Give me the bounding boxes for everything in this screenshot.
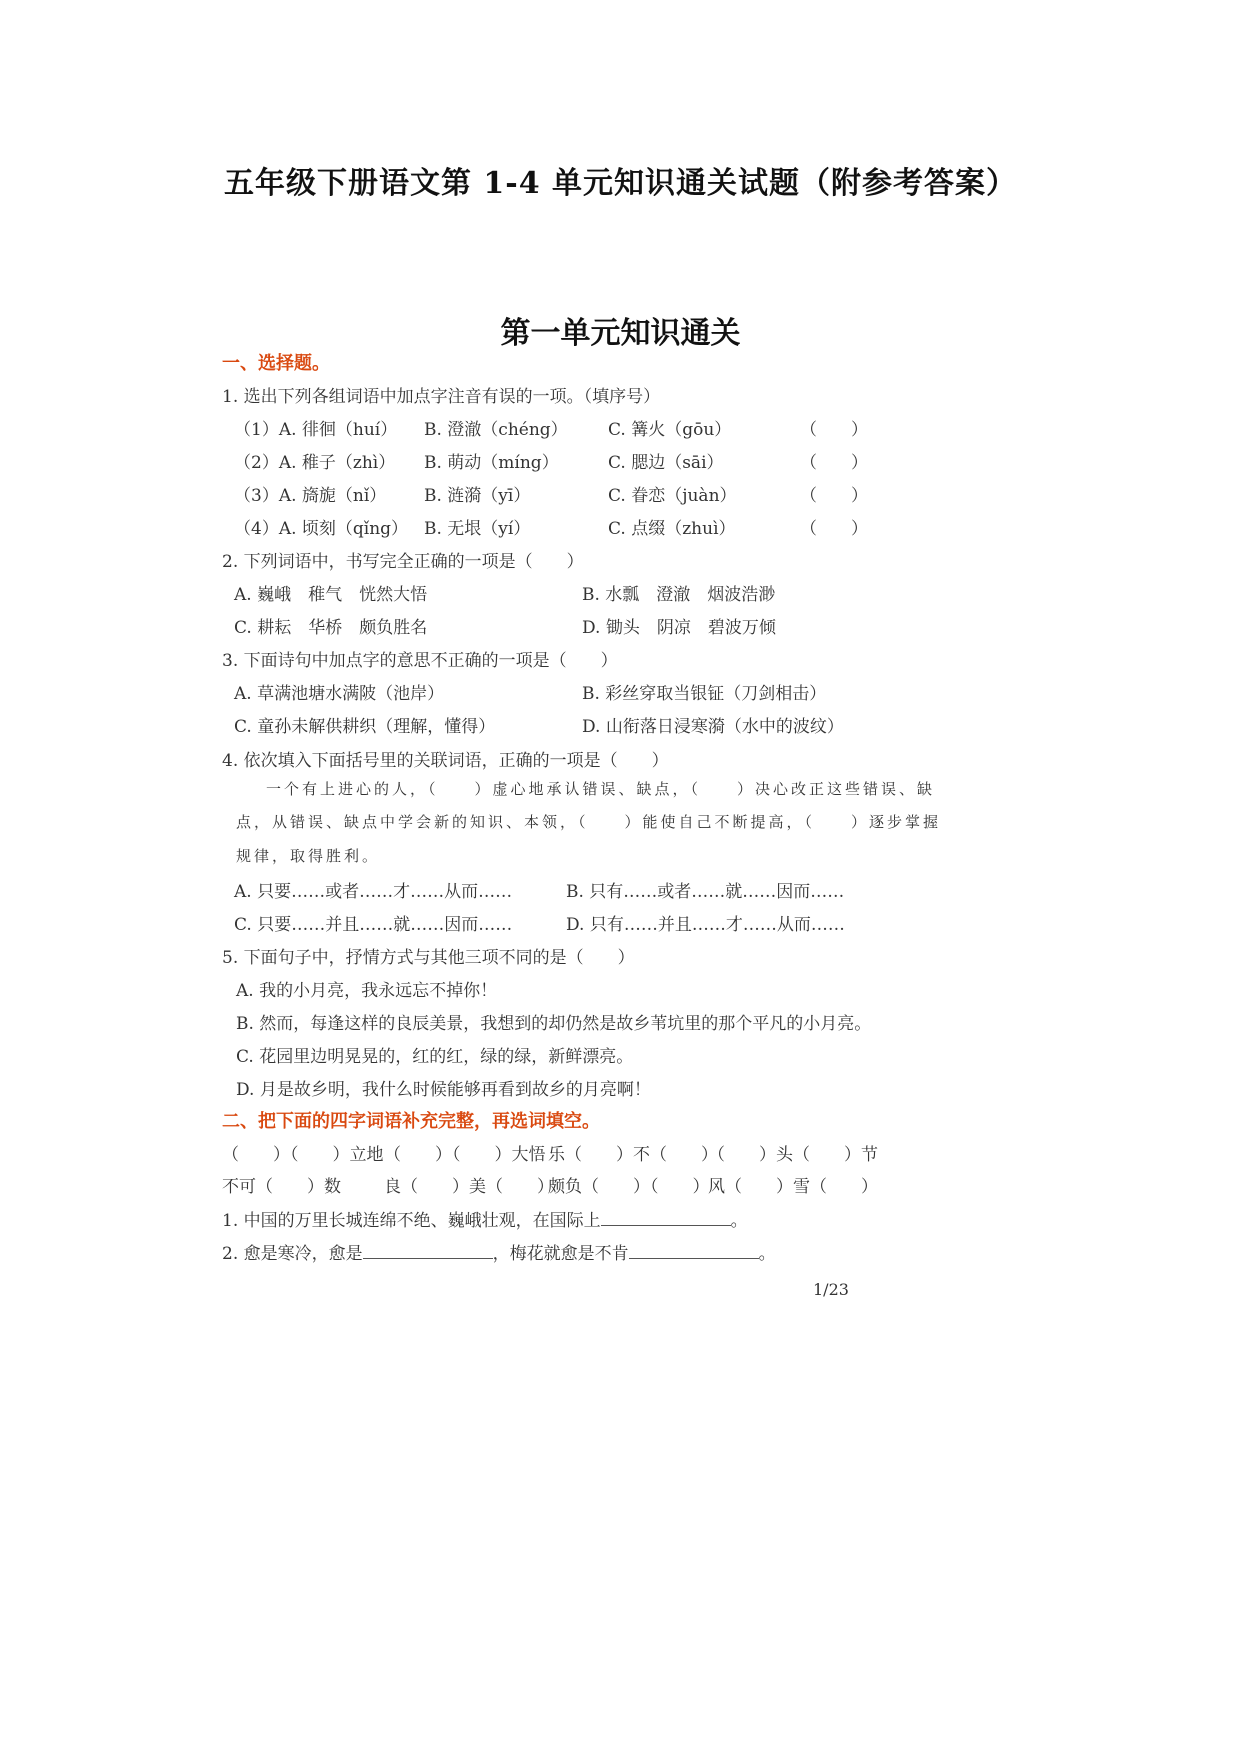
idiom-3[interactable]: 乐（ ）不（ ） — [548, 1145, 718, 1165]
unit-title: 第一单元知识通关 — [500, 316, 741, 351]
fill-1-end: 。 — [730, 1211, 748, 1231]
q4-passage-line-3: 规律，取得胜利。 — [236, 847, 381, 865]
fill-sentence-2 — [222, 1239, 776, 1264]
idiom-6[interactable]: 良（ ）美（ ） — [384, 1177, 554, 1197]
q2-option-a: A. 巍峨 稚气 恍然大悟 — [234, 585, 428, 605]
q1-row2-a: （2）A. 稚子（zhì） — [234, 453, 396, 473]
q4-option-c: C. 只要……并且……就……因而…… — [234, 915, 513, 935]
q5-option-d: D. 月是故乡明，我什么时候能够再看到故乡的月亮啊！ — [236, 1080, 651, 1100]
q1-row4-a: （4）A. 顷刻（qǐng） — [234, 519, 409, 539]
fill-2-mid: ，梅花就愈是不肯 — [492, 1244, 629, 1264]
q1-row2-answer[interactable]: （ ） — [800, 453, 868, 473]
document-title: 五年级下册语文第 1-4 单元知识通关试题（附参考答案） — [223, 166, 1018, 201]
q3-option-d: D. 山衔落日浸寒漪（水中的波纹） — [582, 717, 844, 737]
q2-option-d: D. 锄头 阴凉 碧波万倾 — [582, 618, 776, 638]
q5-option-b: B. 然而，每逢这样的良辰美景，我想到的却仍然是故乡苇坑里的那个平凡的小月亮。 — [236, 1014, 872, 1034]
q1-row3-b: B. 涟漪（yī） — [424, 486, 531, 506]
q1-row1-c: C. 篝火（gōu） — [608, 420, 732, 440]
q4-option-d: D. 只有……并且……才……从而…… — [566, 915, 845, 935]
question-3-stem: 3. 下面诗句中加点字的意思不正确的一项是（ ） — [222, 651, 618, 671]
question-4-stem: 4. 依次填入下面括号里的关联词语，正确的一项是（ ） — [222, 751, 669, 771]
fill-1-text: 1. 中国的万里长城连绵不绝、巍峨壮观，在国际上 — [222, 1211, 601, 1231]
idiom-5[interactable]: 不可（ ）数 — [222, 1177, 341, 1197]
question-5-stem: 5. 下面句子中，抒情方式与其他三项不同的是（ ） — [222, 948, 635, 968]
q1-row4-b: B. 无垠（yí） — [424, 519, 531, 539]
section-heading-choice: 一、选择题。 — [222, 353, 330, 374]
q1-row4-c: C. 点缀（zhuì） — [608, 519, 736, 539]
q1-row2-b: B. 萌动（míng） — [424, 453, 559, 473]
idiom-4[interactable]: （ ）头（ ）节 — [708, 1145, 878, 1165]
q1-row1-b: B. 澄澈（chéng） — [424, 420, 568, 440]
idiom-7[interactable]: 颇负（ ）（ ） — [548, 1177, 710, 1197]
q4-option-a: A. 只要……或者……才……从而…… — [234, 882, 513, 902]
q4-passage-line-1: 一个有上进心的人，（ ）虚心地承认错误、缺点，（ ）决心改正这些错误、缺 — [266, 780, 936, 798]
q2-option-c: C. 耕耘 华桥 颇负胜名 — [234, 618, 428, 638]
q1-row4-answer[interactable]: （ ） — [800, 519, 868, 539]
q1-row3-c: C. 眷恋（juàn） — [608, 486, 737, 506]
q1-row3-a: （3）A. 旖旎（nǐ） — [234, 486, 387, 506]
question-1-stem: 1. 选出下列各组词语中加点字注音有误的一项。（填序号） — [222, 387, 661, 407]
q4-passage-line-2: 点，从错误、缺点中学会新的知识、本领，（ ）能使自己不断提高，（ ）逐步掌握 — [236, 813, 942, 831]
q1-row1-answer[interactable]: （ ） — [800, 420, 868, 440]
q3-option-c: C. 童孙未解供耕织（理解，懂得） — [234, 717, 496, 737]
question-2-stem: 2. 下列词语中，书写完全正确的一项是（ ） — [222, 552, 584, 572]
q2-option-b: B. 水瓢 澄澈 烟波浩渺 — [582, 585, 776, 605]
q1-row1-a: （1）A. 徘徊（huí） — [234, 420, 398, 440]
q3-option-a: A. 草满池塘水满陂（池岸） — [234, 684, 445, 704]
idiom-1[interactable]: （ ）（ ）立地 — [222, 1145, 384, 1165]
idiom-2[interactable]: （ ）（ ）大悟 — [384, 1145, 546, 1165]
section-heading-idioms: 二、把下面的四字词语补充完整，再选词填空。 — [222, 1111, 600, 1132]
idiom-8[interactable]: 风（ ）雪（ ） — [708, 1177, 878, 1197]
fill-sentence-1 — [222, 1206, 748, 1231]
page-number: 1/23 — [813, 1280, 849, 1299]
q5-option-c: C. 花园里边明晃晃的，红的红，绿的绿，新鲜漂亮。 — [236, 1047, 634, 1067]
fill-2-blank-2[interactable] — [629, 1242, 759, 1259]
fill-2-blank-1[interactable] — [363, 1242, 493, 1259]
fill-2-text: 2. 愈是寒冷，愈是 — [222, 1244, 363, 1264]
q5-option-a: A. 我的小月亮，我永远忘不掉你！ — [236, 981, 498, 1001]
q1-row2-c: C. 腮边（sāi） — [608, 453, 724, 473]
fill-2-end: 。 — [758, 1244, 776, 1264]
q3-option-b: B. 彩丝穿取当银钲（刀剑相击） — [582, 684, 827, 704]
q4-option-b: B. 只有……或者……就……因而…… — [566, 882, 845, 902]
q1-row3-answer[interactable]: （ ） — [800, 486, 868, 506]
fill-1-blank[interactable] — [601, 1209, 731, 1226]
